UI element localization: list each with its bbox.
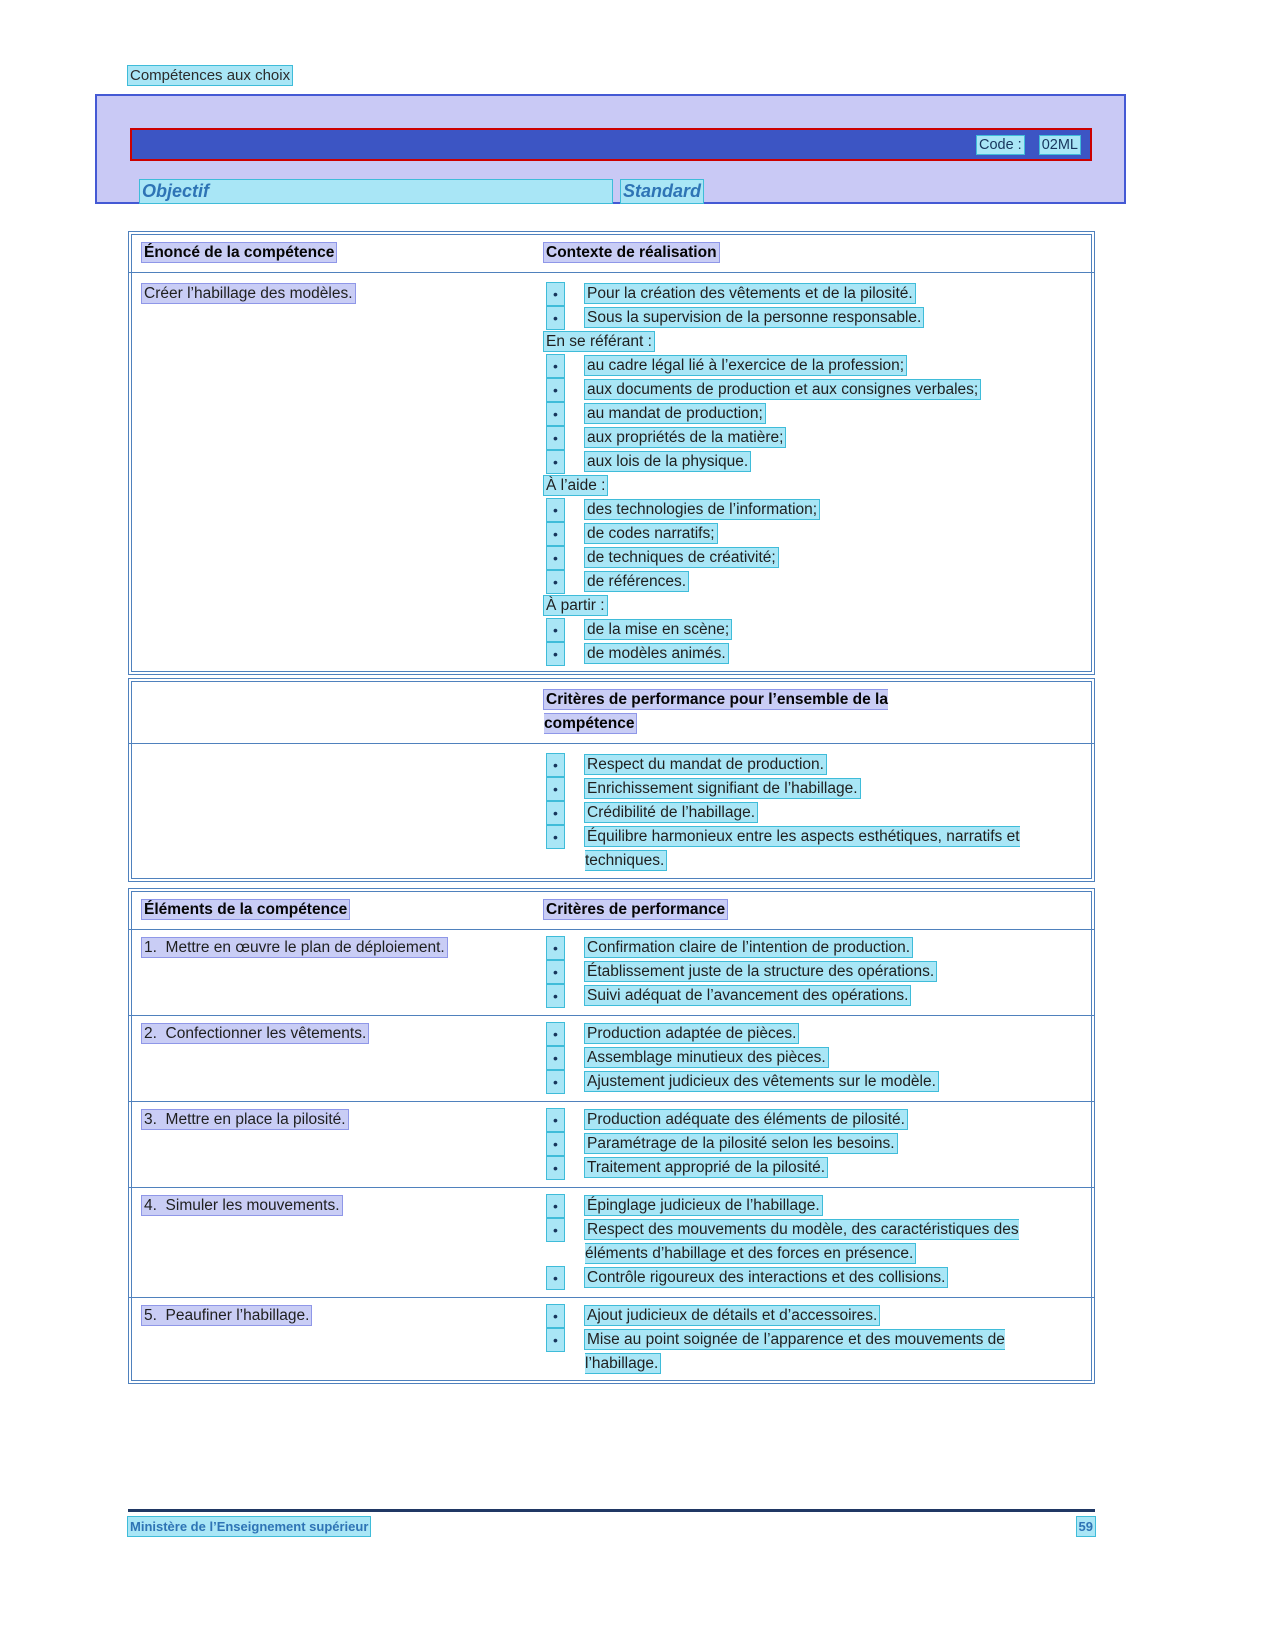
line-text: aux propriétés de la matière; bbox=[587, 429, 784, 446]
enonce-header-text: Énoncé de la compétence bbox=[144, 244, 335, 261]
line-text: Mise au point soignée de l’apparence et des mouvements de l’habillage. bbox=[585, 1331, 1005, 1372]
elements-table-header-row bbox=[129, 889, 1094, 930]
bullet-icon: • bbox=[547, 427, 564, 449]
element-text: 5. Peaufiner l’habillage. bbox=[144, 1307, 310, 1324]
bullet-line bbox=[544, 1328, 1078, 1376]
line-text: Respect des mouvements du modèle, des caractéristiques des éléments d’habillage et des forces en présence. bbox=[585, 1221, 1019, 1262]
bullet-icon: • bbox=[547, 307, 564, 329]
element-row bbox=[129, 1015, 1094, 1101]
bullet-line bbox=[544, 753, 1078, 777]
element-label bbox=[142, 1304, 472, 1328]
label-line bbox=[544, 594, 1078, 618]
bullet-line bbox=[544, 1046, 1078, 1070]
line-text: de techniques de créativité; bbox=[587, 549, 776, 566]
page-header-text: Compétences aux choix bbox=[130, 67, 291, 84]
line-text: Assemblage minutieux des pièces. bbox=[587, 1049, 826, 1066]
bullet-icon: • bbox=[547, 283, 564, 305]
element-cell bbox=[129, 1022, 544, 1046]
element-cell bbox=[129, 1304, 544, 1328]
bullet-icon: • bbox=[547, 523, 564, 545]
bullet-icon: • bbox=[547, 1329, 564, 1351]
footer bbox=[128, 1517, 1095, 1536]
bullet-icon: • bbox=[547, 499, 564, 521]
element-row bbox=[129, 1101, 1094, 1187]
line-text: Établissement juste de la structure des opérations. bbox=[587, 963, 935, 980]
bullet-line bbox=[544, 777, 1078, 801]
element-label bbox=[142, 1022, 472, 1046]
bullet-line bbox=[544, 984, 1078, 1008]
competence-statement: Créer l’habillage des modèles. bbox=[144, 285, 353, 302]
line-text: Contrôle rigoureux des interactions et des collisions. bbox=[587, 1269, 946, 1286]
bullet-icon: • bbox=[547, 643, 564, 665]
bullet-icon: • bbox=[547, 778, 564, 800]
bullet-line bbox=[544, 801, 1078, 825]
element-label bbox=[142, 1108, 472, 1132]
bullet-line bbox=[544, 1266, 1078, 1290]
element-cell bbox=[129, 1108, 544, 1132]
bullet-line bbox=[544, 1022, 1078, 1046]
bullet-icon: • bbox=[547, 619, 564, 641]
bullet-line bbox=[544, 1108, 1078, 1132]
contexte-header-text: Contexte de réalisation bbox=[546, 244, 717, 261]
competence-table-header-row bbox=[129, 232, 1094, 273]
line-text: Production adéquate des éléments de pilosité. bbox=[587, 1111, 905, 1128]
bullet-line bbox=[544, 936, 1078, 960]
bullet-icon: • bbox=[547, 1157, 564, 1179]
bullet-line bbox=[544, 642, 1078, 666]
line-text: À partir : bbox=[546, 597, 605, 614]
footer-page-number: 59 bbox=[1078, 1519, 1093, 1534]
bullet-line bbox=[544, 378, 1078, 402]
bullet-line bbox=[544, 960, 1078, 984]
line-text: des technologies de l’information; bbox=[587, 501, 818, 518]
bullet-line bbox=[544, 570, 1078, 594]
element-text: 3. Mettre en place la pilosité. bbox=[144, 1111, 346, 1128]
line-text: de codes narratifs; bbox=[587, 525, 715, 542]
line-text: de modèles animés. bbox=[587, 645, 726, 662]
bullet-icon: • bbox=[547, 754, 564, 776]
element-label bbox=[142, 936, 472, 960]
bullet-icon: • bbox=[547, 1267, 564, 1289]
line-text: À l’aide : bbox=[546, 477, 606, 494]
element-cell bbox=[129, 936, 544, 960]
elements-table-body bbox=[129, 930, 1094, 1383]
bullet-line bbox=[544, 282, 1078, 306]
bullet-icon: • bbox=[547, 1133, 564, 1155]
line-text: Production adaptée de pièces. bbox=[587, 1025, 797, 1042]
code-label: Code : bbox=[978, 136, 1022, 153]
label-line bbox=[544, 474, 1078, 498]
bullet-line bbox=[544, 825, 1078, 873]
line-text: Sous la supervision de la personne responsable. bbox=[587, 309, 922, 326]
line-text: de références. bbox=[587, 573, 687, 590]
bullet-icon: • bbox=[547, 451, 564, 473]
context-list bbox=[544, 282, 1094, 666]
bullet-line bbox=[544, 1156, 1078, 1180]
bullet-icon: • bbox=[547, 985, 564, 1007]
element-text: 2. Confectionner les vêtements. bbox=[144, 1025, 367, 1042]
bullet-icon: • bbox=[547, 403, 564, 425]
criteria-cell bbox=[544, 1022, 1094, 1094]
footer-rule bbox=[128, 1509, 1095, 1512]
global-criteria-header-row bbox=[129, 679, 1094, 744]
line-text: Équilibre harmonieux entre les aspects esthétiques, narratifs et techniques. bbox=[585, 828, 1020, 869]
bullet-line bbox=[544, 1132, 1078, 1156]
contexte-header-cell bbox=[544, 241, 1094, 265]
elements-header-cell bbox=[129, 898, 544, 922]
bullet-icon: • bbox=[547, 355, 564, 377]
global-criteria-header-cell bbox=[544, 688, 1094, 736]
enonce-header-cell bbox=[129, 241, 544, 265]
line-text: Suivi adéquat de l’avancement des opérations. bbox=[587, 987, 909, 1004]
performance-header-cell bbox=[544, 898, 1094, 922]
line-text: Crédibilité de l’habillage. bbox=[587, 804, 756, 821]
line-text: Enrichissement signifiant de l’habillage. bbox=[587, 780, 858, 797]
competence-table-body bbox=[129, 273, 1094, 674]
bullet-line bbox=[544, 402, 1078, 426]
element-row bbox=[129, 1297, 1094, 1383]
bullet-icon: • bbox=[547, 571, 564, 593]
line-text: Pour la création des vêtements et de la pilosité. bbox=[587, 285, 913, 302]
criteria-cell bbox=[544, 1304, 1094, 1376]
bullet-icon: • bbox=[547, 1219, 564, 1241]
standard-heading: Standard bbox=[623, 181, 702, 201]
bullet-line bbox=[544, 1304, 1078, 1328]
bullet-line bbox=[544, 354, 1078, 378]
footer-ministry: Ministère de l’Enseignement supérieur bbox=[130, 1519, 369, 1534]
global-criteria-list bbox=[544, 753, 1094, 873]
banner-titles bbox=[140, 180, 703, 203]
element-cell bbox=[129, 1194, 544, 1218]
bullet-line bbox=[544, 498, 1078, 522]
bullet-icon: • bbox=[547, 826, 564, 848]
bullet-icon: • bbox=[547, 1195, 564, 1217]
line-text: au mandat de production; bbox=[587, 405, 763, 422]
bullet-line bbox=[544, 450, 1078, 474]
bullet-icon: • bbox=[547, 802, 564, 824]
line-text: de la mise en scène; bbox=[587, 621, 730, 638]
elements-table bbox=[128, 888, 1095, 1384]
bullet-line bbox=[544, 426, 1078, 450]
elements-header-text: Éléments de la compétence bbox=[144, 901, 348, 918]
element-text: 1. Mettre en œuvre le plan de déploiement. bbox=[144, 939, 445, 956]
element-row bbox=[129, 930, 1094, 1015]
element-row bbox=[129, 1187, 1094, 1297]
code-value: 02ML bbox=[1041, 136, 1078, 153]
line-text: Épinglage judicieux de l’habillage. bbox=[587, 1197, 820, 1214]
line-text: Ajustement judicieux des vêtements sur le modèle. bbox=[587, 1073, 936, 1090]
element-text: 4. Simuler les mouvements. bbox=[144, 1197, 340, 1214]
title-banner bbox=[95, 94, 1126, 204]
bullet-icon: • bbox=[547, 1305, 564, 1327]
label-line bbox=[544, 330, 1078, 354]
criteria-cell bbox=[544, 936, 1094, 1008]
line-text: aux documents de production et aux consignes verbales; bbox=[587, 381, 979, 398]
bullet-icon: • bbox=[547, 1071, 564, 1093]
code-box bbox=[130, 128, 1092, 161]
bullet-icon: • bbox=[547, 1109, 564, 1131]
bullet-icon: • bbox=[547, 379, 564, 401]
bullet-icon: • bbox=[547, 1047, 564, 1069]
competence-statement-cell bbox=[129, 282, 544, 306]
bullet-line bbox=[544, 1070, 1078, 1094]
line-text: Paramétrage de la pilosité selon les besoins. bbox=[587, 1135, 895, 1152]
line-text: au cadre légal lié à l’exercice de la profession; bbox=[587, 357, 905, 374]
line-text: Ajout judicieux de détails et d’accessoires. bbox=[587, 1307, 878, 1324]
bullet-icon: • bbox=[547, 961, 564, 983]
bullet-icon: • bbox=[547, 1023, 564, 1045]
bullet-icon: • bbox=[547, 547, 564, 569]
bullet-line bbox=[544, 618, 1078, 642]
global-criteria-body bbox=[129, 744, 1094, 881]
bullet-line bbox=[544, 306, 1078, 330]
element-label bbox=[142, 1194, 472, 1218]
page-header-label bbox=[128, 66, 292, 86]
global-criteria-header-text: Critères de performance pour l’ensemble de la compétence bbox=[544, 691, 888, 732]
line-text: Confirmation claire de l’intention de production. bbox=[587, 939, 911, 956]
bullet-line bbox=[544, 522, 1078, 546]
line-text: aux lois de la physique. bbox=[587, 453, 749, 470]
performance-header-text: Critères de performance bbox=[546, 901, 726, 918]
competence-table bbox=[128, 231, 1095, 675]
bullet-line bbox=[544, 546, 1078, 570]
criteria-cell bbox=[544, 1194, 1094, 1290]
bullet-line bbox=[544, 1218, 1078, 1266]
line-text: Traitement approprié de la pilosité. bbox=[587, 1159, 826, 1176]
line-text: Respect du mandat de production. bbox=[587, 756, 824, 773]
bullet-line bbox=[544, 1194, 1078, 1218]
bullet-icon: • bbox=[547, 937, 564, 959]
objectif-heading: Objectif bbox=[140, 180, 612, 203]
criteria-cell bbox=[544, 1108, 1094, 1180]
line-text: En se référant : bbox=[546, 333, 652, 350]
global-criteria-table bbox=[128, 678, 1095, 882]
